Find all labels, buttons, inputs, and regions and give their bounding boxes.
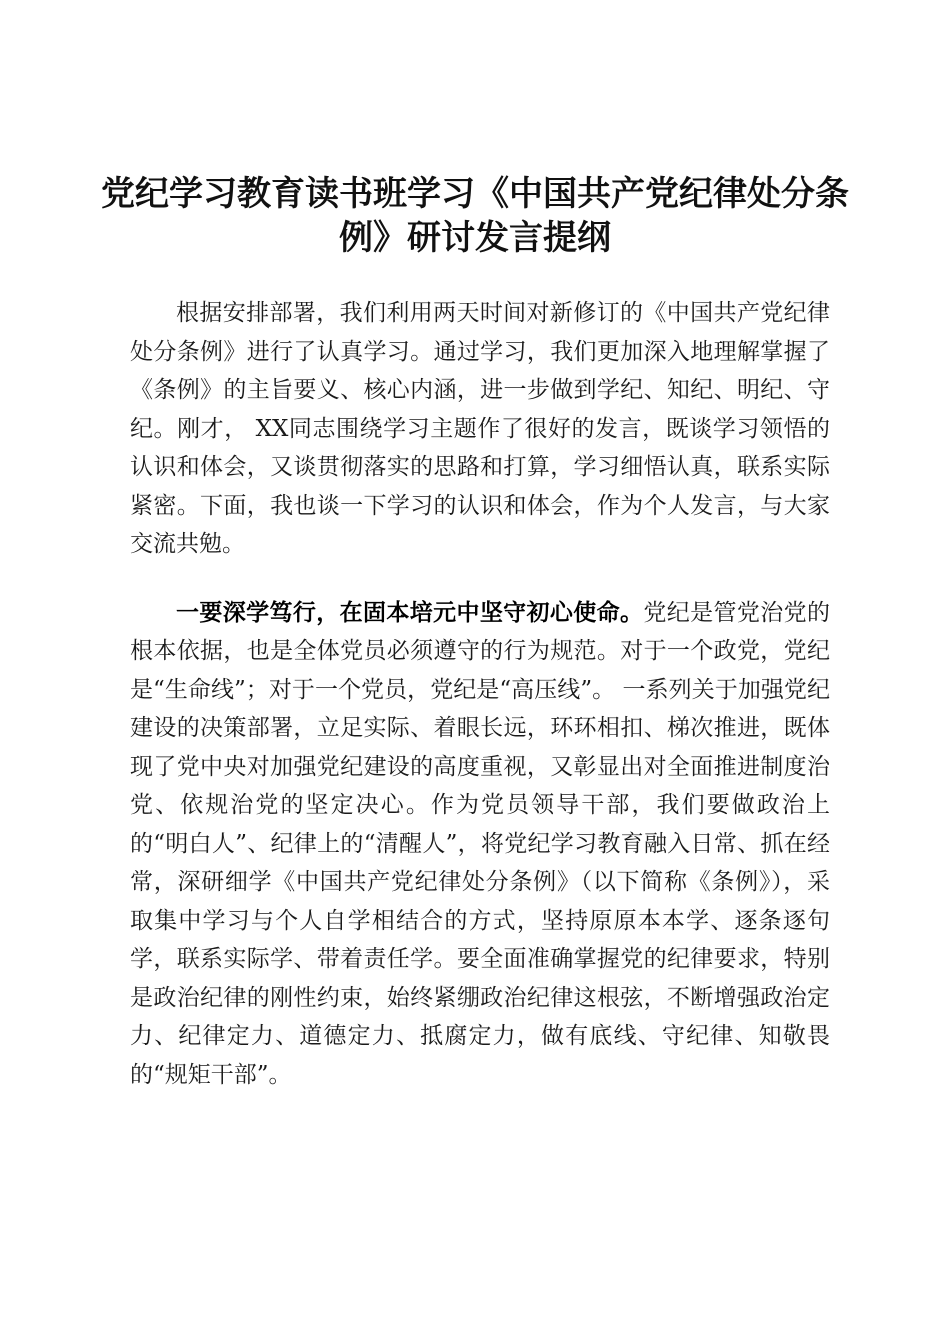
document-title: 党纪学习教育读书班学习《中国共产党纪律处分条例》研讨发言提纲 <box>101 174 849 258</box>
document-body <box>130 294 830 1094</box>
paragraph-intro <box>130 294 830 564</box>
paragraph-point-one-heading: 一要深学笃行，在固本培元中坚守初心使命。 <box>176 598 644 626</box>
paragraph-intro-text: 根据安排部署，我们利用两天时间对新修订的《中国共产党纪律处分条例》进行了认真学习。通过学习，我们更加深入地理解掌握了《条例》的主旨要义、核心内涵，进一步做到学纪、知纪、明纪、守纪。刚才， XX同志围绕学习主题作了很好的发言，既谈学习领悟的认识和体会，又谈贯彻落实的思路和打算，学习细悟认真，联系实际紧密。下面，我也谈一下学习的认识和体会，作为个人发言，与大家交流共勉。 <box>130 300 830 557</box>
paragraph-point-one <box>130 594 830 1095</box>
paragraph-point-one-text: 党纪是管党治党的根本依据，也是全体党员必须遵守的行为规范。对于一个政党，党纪是“生命线”；对于一个党员，党纪是“高压线”。 一系列关于加强党纪建设的决策部署，立足实际、着眼长远，环环相扣、梯次推进，既体现了党中央对加强党纪建设的高度重视，又彰显出对全面推进制度治党、依规治党的坚定决心。作为党员领导干部，我们要做政治上的“明白人”、纪律上的“清醒人”，将党纪学习教育融入日常、抓在经常，深研细学《中国共产党纪律处分条例》（以下简称《条例》），采取集中学习与个人自学相结合的方式，坚持原原本本学、逐条逐句学，联系实际学、带着责任学。要全面准确掌握党的纪律要求，特别是政治纪律的刚性约束，始终紧绷政治纪律这根弦，不断增强政治定力、纪律定力、道德定力、抵腐定力，做有底线、守纪律、知敬畏的“规矩干部”。 <box>130 599 831 1088</box>
